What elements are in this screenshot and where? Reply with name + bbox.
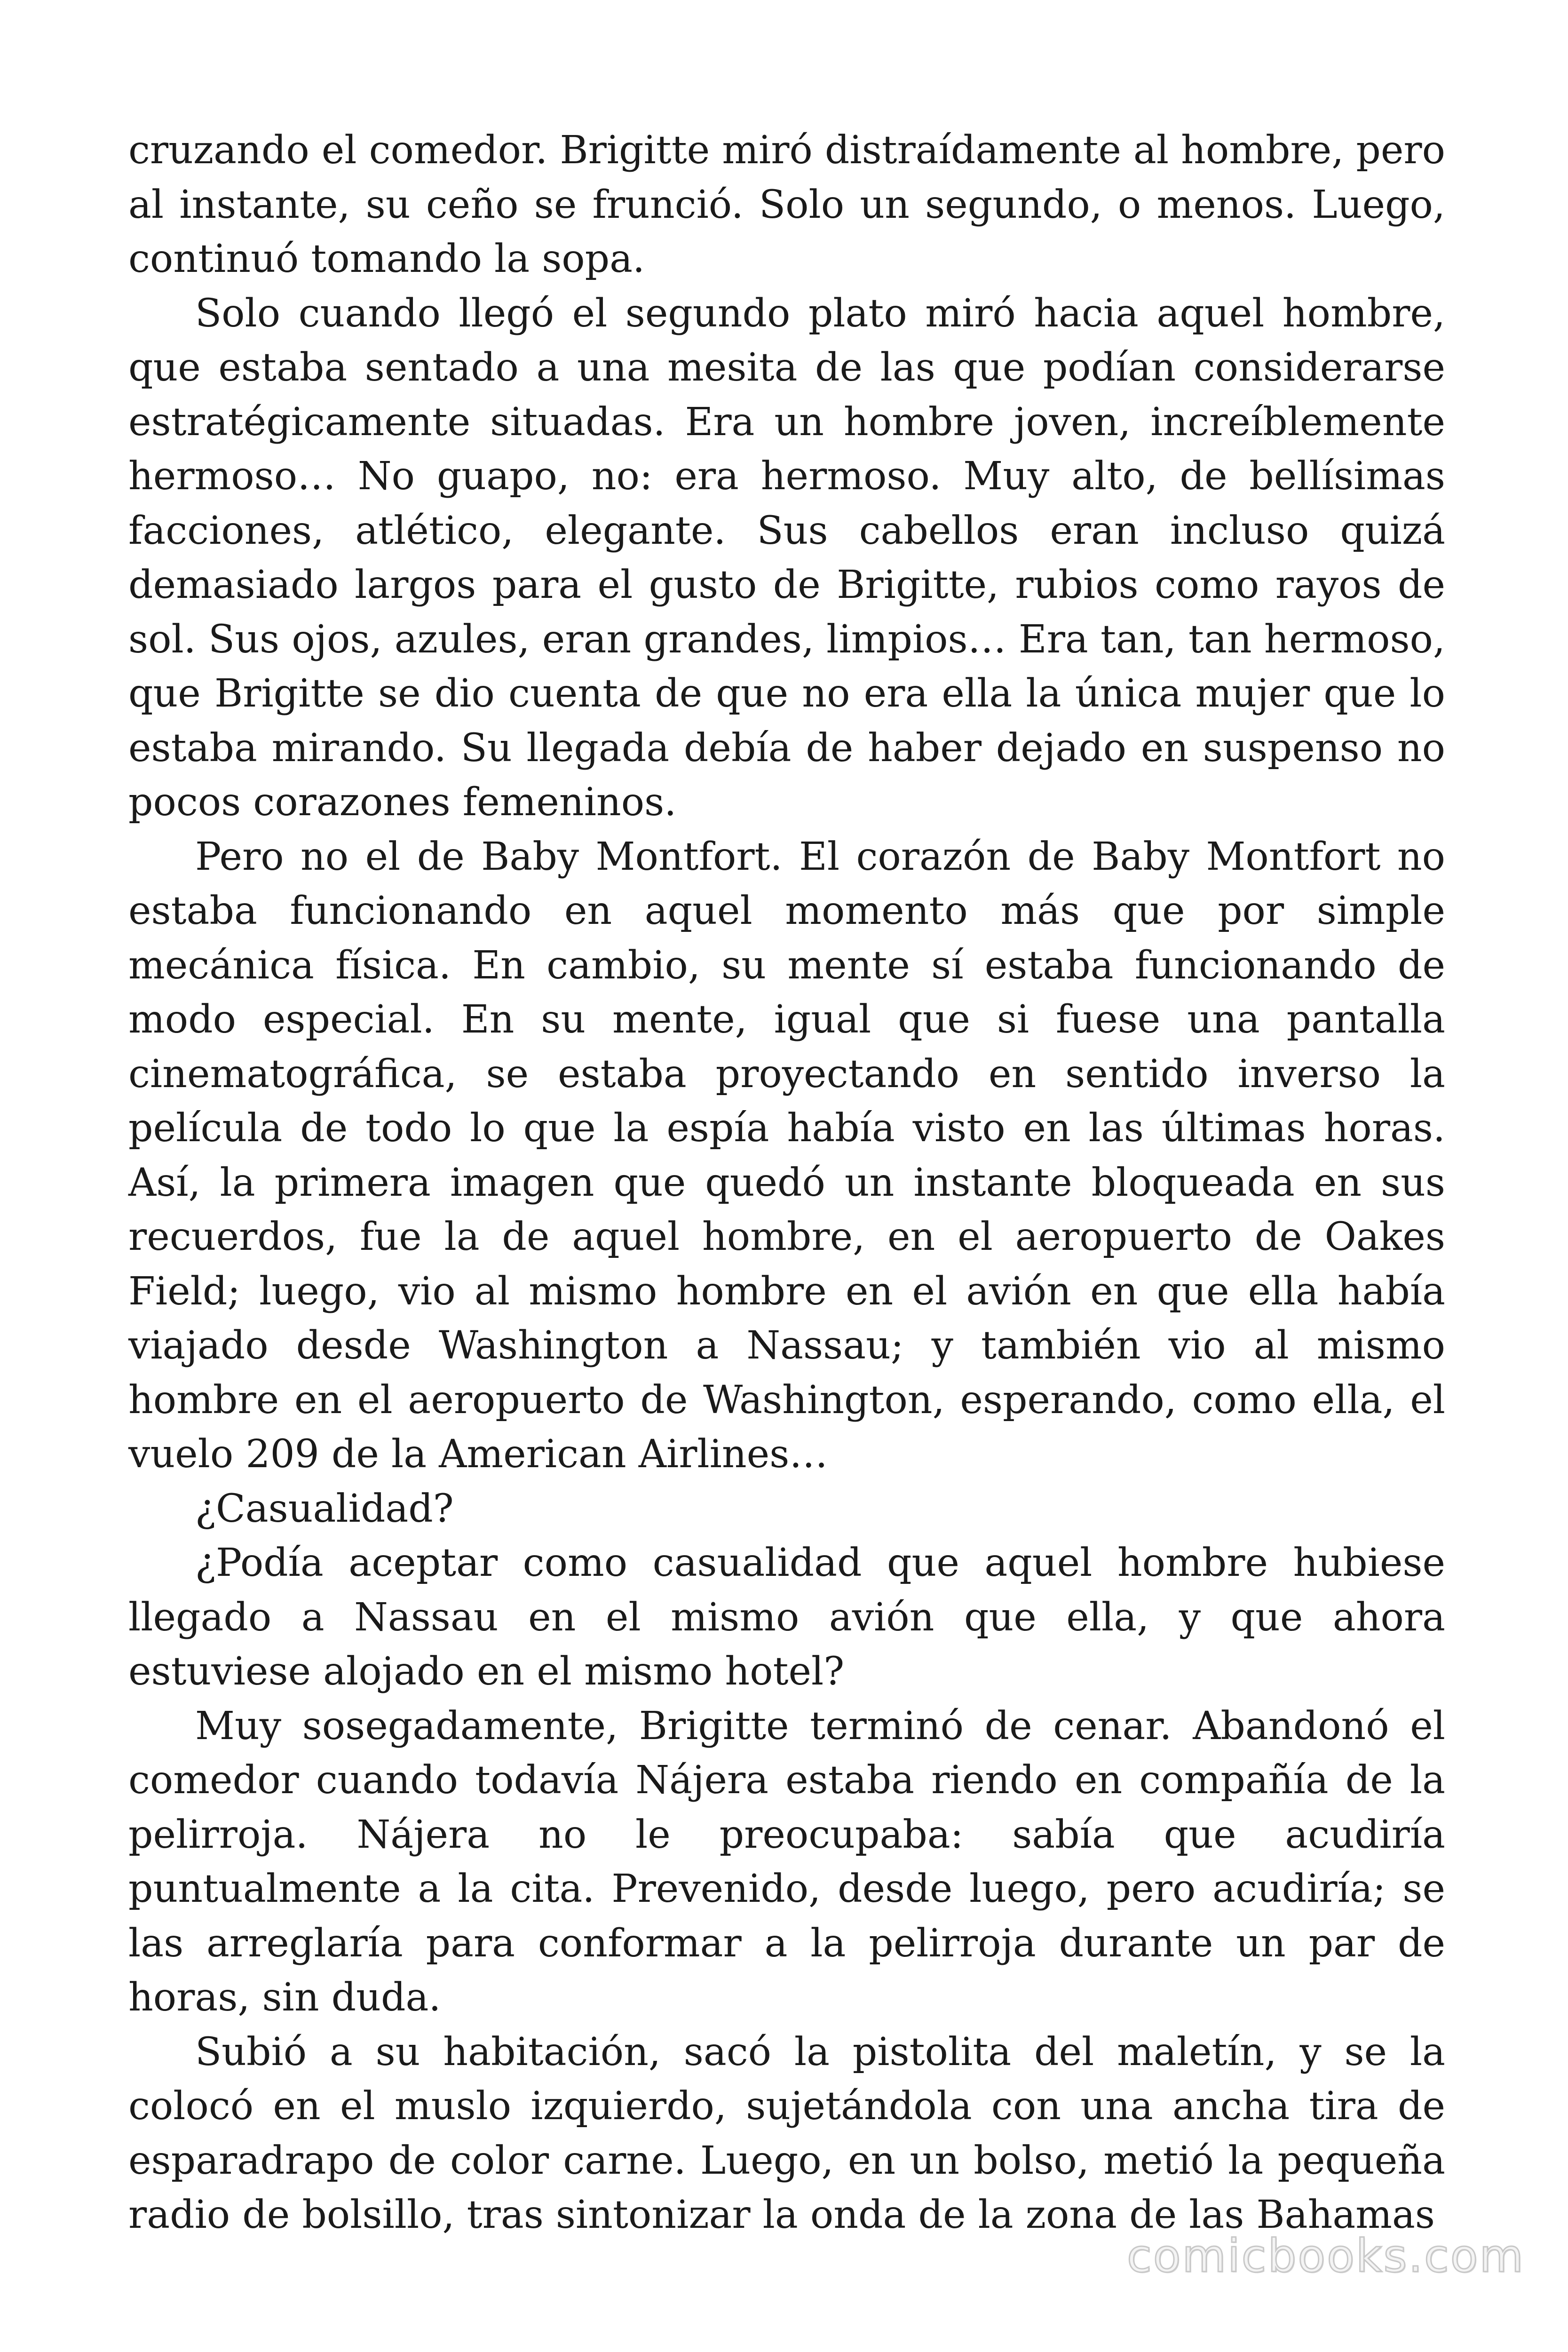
paragraph-5: ¿Podía aceptar como casualidad que aquel hombre hubiese llegado a Nassau en el mismo avión que ella, y que ahora estuviese alojado en el mismo hotel? bbox=[128, 1541, 1445, 1694]
paragraph-1: cruzando el comedor. Brigitte miró distraídamente al hombre, pero al instante, su ceño se frunció. Solo un segundo, o menos. Luego, continuó tomando la sopa. bbox=[128, 128, 1445, 281]
paragraph-6: Muy sosegadamente, Brigitte terminó de cenar. Abandonó el comedor cuando todavía Nájera estaba riendo en compañía de la pelirroja. Nájera no le preocupaba: sabía que acudiría puntualmente a la cita. Prevenido, desde luego, pero acudiría; se las arreglaría para conformar a la pelirroja durante un par de horas, sin duda. bbox=[128, 1703, 1445, 2020]
paragraph-2: Solo cuando llegó el segundo plato miró hacia aquel hombre, que estaba sentado a una mesita de las que podían considerarse estratégicamente situadas. Era un hombre joven, increíblemente hermoso… No guapo, no: era hermoso. Muy alto, de bellísimas facciones, atlético, elegante. Sus cabellos eran incluso quizá demasiado largos para el gusto de Brigitte, rubios como rayos de sol. Sus ojos, azules, eran grandes, limpios… Era tan, tan hermoso, que Brigitte se dio cuenta de que no era ella la única mujer que lo estaba mirando. Su llegada debía de haber dejado en suspenso no pocos corazones femeninos. bbox=[128, 291, 1445, 825]
paragraph-4: ¿Casualidad? bbox=[195, 1486, 454, 1531]
watermark: comicbooks.com bbox=[1126, 2230, 1525, 2282]
paragraph-7: Subió a su habitación, sacó la pistolita del maletín, y se la colocó en el muslo izquierdo, sujetándola con una ancha tira de esparadrapo de color carne. Luego, en un bolso, metió la pequeña radio de bolsillo, tras sintonizar la onda de la zona de las Bahamas bbox=[128, 2029, 1445, 2237]
page-body bbox=[128, 123, 1445, 2242]
paragraph-3: Pero no el de Baby Montfort. El corazón de Baby Montfort no estaba funcionando en aquel momento más que por simple mecánica física. En cambio, su mente sí estaba funcionando de modo especial. En su mente, igual que si fuese una pantalla cinematográfica, se estaba proyectando en sentido inverso la película de todo lo que la espía había visto en las últimas horas. Así, la primera imagen que quedó un instante bloqueada en sus recuerdos, fue la de aquel hombre, en el aeropuerto de Oakes Field; luego, vio al mismo hombre en el avión en que ella había viajado desde Washington a Nassau; y también vio al mismo hombre en el aeropuerto de Washington, esperando, como ella, el vuelo 209 de la American Airlines… bbox=[128, 834, 1445, 1477]
